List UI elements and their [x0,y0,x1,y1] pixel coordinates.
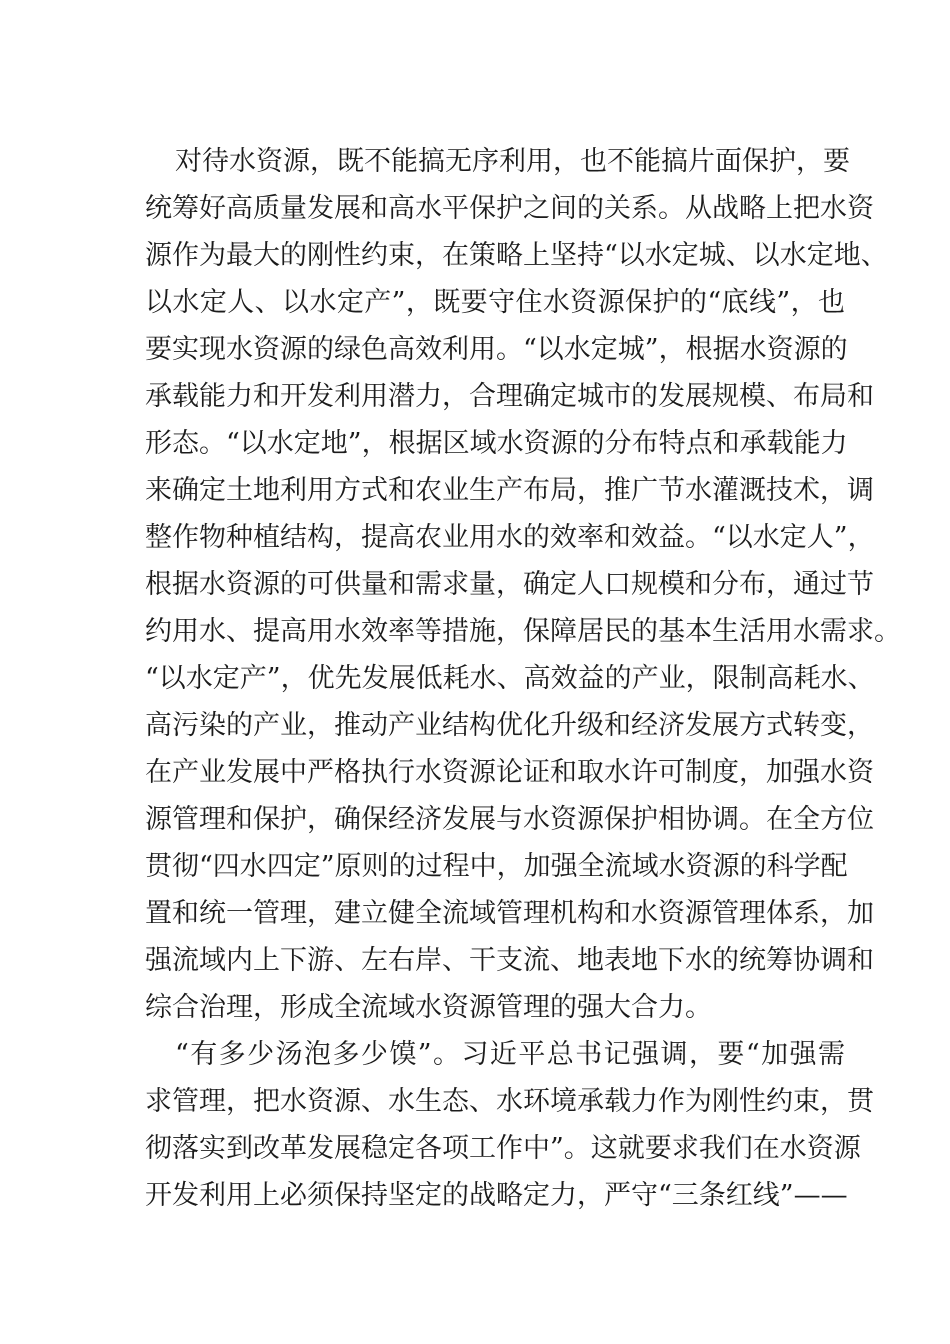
text-line: 置和统一管理，建立健全流域管理机构和水资源管理体系，加 [145,898,874,929]
text-line: 综合治理，形成全流域水资源管理的强大合力。 [145,992,712,1023]
text-line: 强流域内上下游、左右岸、干支流、地表地下水的统筹协调和 [145,945,874,976]
text-line: 整作物种植结构，提高农业用水的效率和效益。“以水定人”， [145,522,875,553]
text-line: 对待水资源，既不能搞无序利用，也不能搞片面保护，要 [175,146,850,177]
text-line: 高污染的产业，推动产业结构优化升级和经济发展方式转变， [145,710,874,741]
text-line: 形态。“以水定地”，根据区域水资源的分布特点和承载能力 [145,428,848,459]
text-line: 贯彻“四水四定”原则的过程中，加强全流域水资源的科学配 [145,851,848,882]
text-line: 在产业发展中严格执行水资源论证和取水许可制度，加强水资 [145,757,874,788]
text-line: 要实现水资源的绿色高效利用。“以水定城”，根据水资源的 [145,334,848,365]
text-line: “以水定产”，优先发展低耗水、高效益的产业，限制高耗水、 [145,663,875,694]
text-line: 承载能力和开发利用潜力，合理确定城市的发展规模、布局和 [145,381,874,412]
text-line: 开发利用上必须保持坚定的战略定力，严守“三条红线”—— [145,1180,848,1211]
text-line: 源作为最大的刚性约束，在策略上坚持“以水定城、以水定地、 [145,240,888,271]
paragraph-2 [145,1031,874,1219]
body-text [145,138,901,1219]
text-line: 以水定人、以水定产”，既要守住水资源保护的“底线”，也 [145,287,845,318]
text-line: 来确定土地利用方式和农业生产布局，推广节水灌溉技术，调 [145,475,874,506]
text-line: 源管理和保护，确保经济发展与水资源保护相协调。在全方位 [145,804,874,835]
text-line: 彻落实到改革发展稳定各项工作中”。这就要求我们在水资源 [145,1133,861,1164]
text-line: 求管理，把水资源、水生态、水环境承载力作为刚性约束，贯 [145,1086,874,1117]
text-line: “有多少汤泡多少馍”。习近平总书记强调，要“加强需 [175,1039,845,1070]
text-line: 根据水资源的可供量和需求量，确定人口规模和分布，通过节 [145,569,874,600]
paragraph-1 [145,138,901,1031]
text-line: 约用水、提高用水效率等措施，保障居民的基本生活用水需求。 [145,616,901,647]
text-line: 统筹好高质量发展和高水平保护之间的关系。从战略上把水资 [145,193,874,224]
